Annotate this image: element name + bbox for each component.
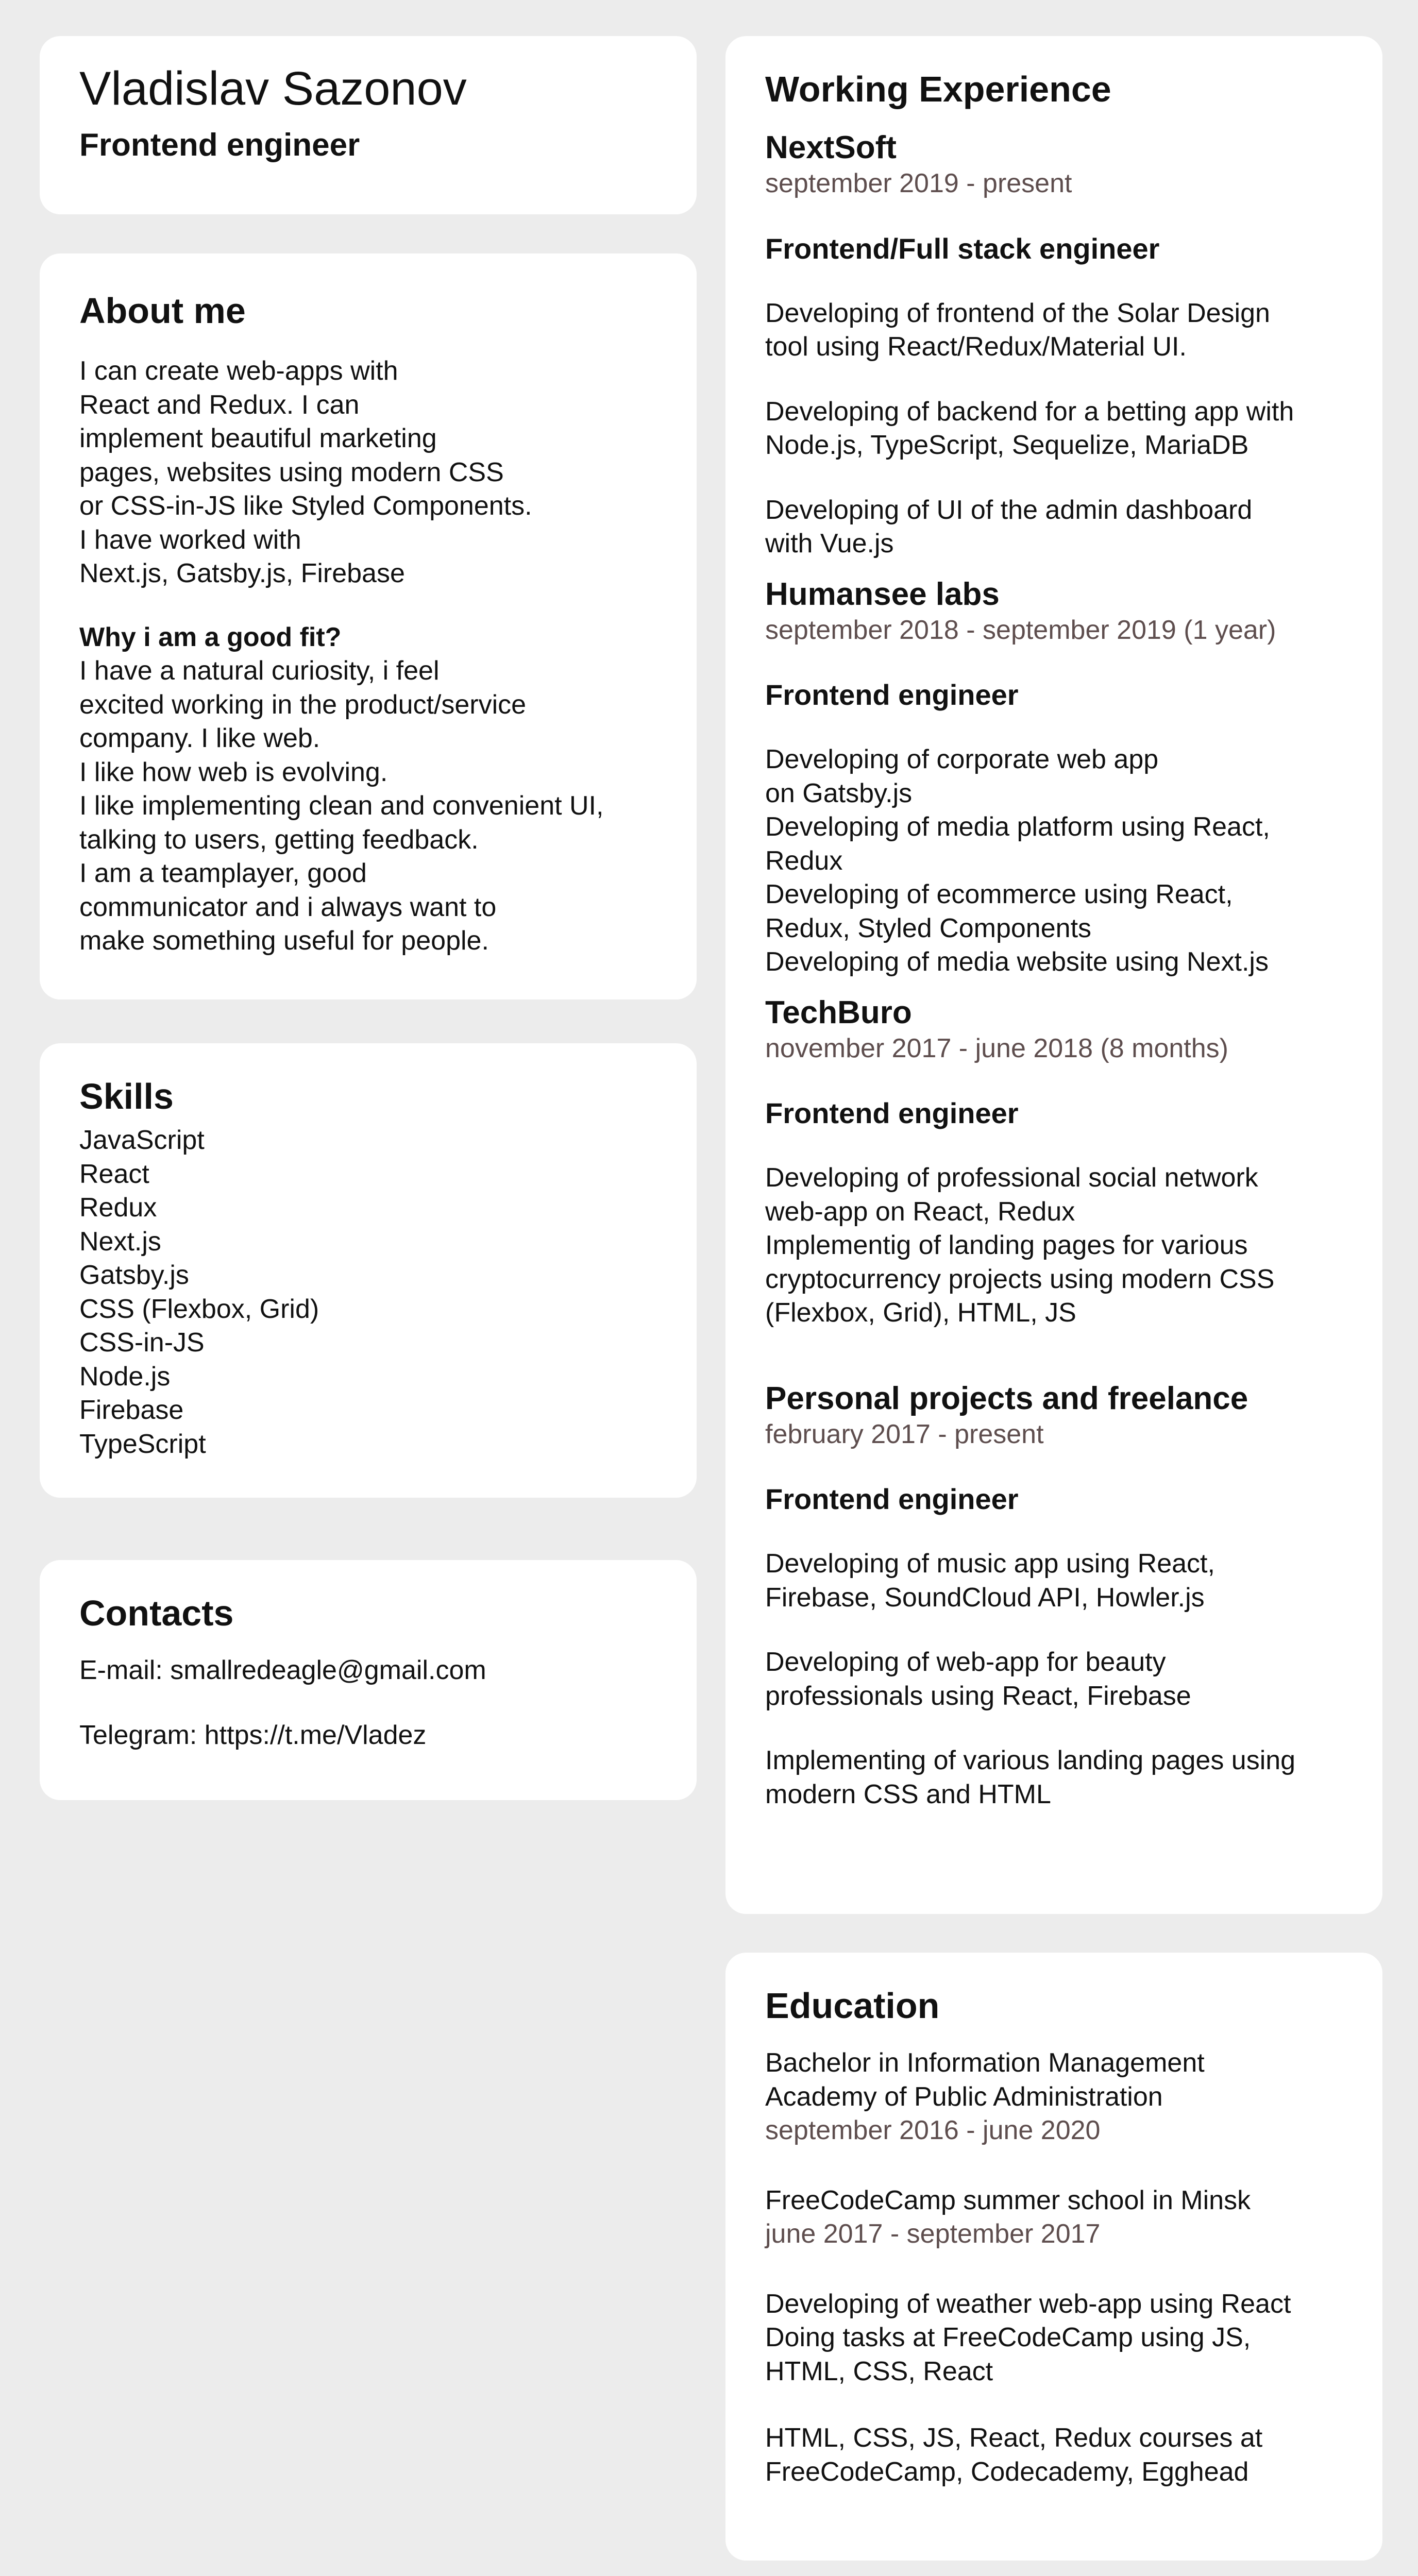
school-work-line: Doing tasks at FreeCodeCamp using JS,: [765, 2323, 1251, 2352]
fit-heading: Why i am a good fit?: [79, 622, 342, 652]
about-intro: [79, 354, 657, 591]
skill-item: Node.js: [79, 1361, 171, 1392]
school-work-line: HTML, CSS, React: [765, 2356, 993, 2386]
skill-item: Next.js: [79, 1226, 161, 1257]
skills-card: [40, 1043, 697, 1498]
job-desc-line: Redux: [765, 845, 843, 876]
fit-line: communicator and i always want to: [79, 892, 497, 922]
job-desc-line: Developing of frontend of the Solar Design: [765, 298, 1270, 328]
profile-name: Vladislav Sazonov: [79, 62, 467, 115]
job-period: november 2017 - june 2018 (8 months): [765, 1033, 1228, 1063]
contact-email[interactable]: E-mail: smallredeagle@gmail.com: [79, 1655, 486, 1685]
job-desc-line: (Flexbox, Grid), HTML, JS: [765, 1298, 1076, 1328]
contacts-card: [40, 1560, 697, 1800]
education-degree: [765, 2046, 1343, 2148]
about-intro-line: pages, websites using modern CSS: [79, 457, 504, 487]
job-desc-line: with Vue.js: [765, 529, 894, 558]
courses-line: FreeCodeCamp, Codecademy, Egghead: [765, 2456, 1249, 2487]
about-intro-line: I can create web-apps with: [79, 356, 398, 386]
school-work-line: Developing of weather web-app using React: [765, 2289, 1291, 2319]
fit-line: excited working in the product/service: [79, 689, 527, 720]
education-school: [765, 2184, 1343, 2251]
institution-line: Academy of Public Administration: [765, 2081, 1163, 2112]
job-company: Humansee labs: [765, 576, 1000, 612]
job-title: Frontend/Full stack engineer: [765, 232, 1160, 265]
fit-line: company. I like web.: [79, 723, 320, 753]
fit-line: I like how web is evolving.: [79, 757, 388, 787]
experience-card: [725, 36, 1382, 1914]
skill-item: JavaScript: [79, 1125, 205, 1155]
profile-role: Frontend engineer: [79, 127, 360, 163]
contact-telegram[interactable]: Telegram: https://t.me/Vladez: [79, 1720, 427, 1750]
job-desc-line: Node.js, TypeScript, Sequelize, MariaDB: [765, 430, 1249, 460]
profile-card: [40, 36, 697, 214]
job-company: Personal projects and freelance: [765, 1380, 1248, 1416]
job-desc-line: cryptocurrency projects using modern CSS: [765, 1264, 1275, 1294]
job-entry: [765, 575, 1343, 979]
job-period: september 2018 - september 2019 (1 year): [765, 615, 1276, 645]
job-title: Frontend engineer: [765, 1483, 1019, 1515]
skill-item: React: [79, 1159, 149, 1189]
job-desc-line: Developing of professional social network: [765, 1163, 1258, 1193]
job-desc-line: Implementig of landing pages for various: [765, 1230, 1248, 1260]
job-desc-line: Firebase, SoundCloud API, Howler.js: [765, 1582, 1205, 1613]
skill-item: Gatsby.js: [79, 1260, 189, 1290]
education-heading: Education: [765, 1986, 940, 2026]
job-desc-line: tool using React/Redux/Material UI.: [765, 332, 1187, 362]
courses-line: HTML, CSS, JS, React, Redux courses at: [765, 2423, 1263, 2453]
job-desc-line: Developing of backend for a betting app with: [765, 396, 1294, 427]
job-title: Frontend engineer: [765, 679, 1019, 711]
job-desc-line: Developing of UI of the admin dashboard: [765, 495, 1253, 525]
job-period: february 2017 - present: [765, 1419, 1044, 1449]
job-entry: [765, 994, 1343, 1330]
fit-line: I am a teamplayer, good: [79, 858, 367, 888]
about-intro-line: React and Redux. I can: [79, 389, 360, 420]
skill-item: TypeScript: [79, 1429, 206, 1459]
job-desc-line: Developing of web-app for beauty: [765, 1647, 1166, 1677]
about-intro-line: or CSS-in-JS like Styled Components.: [79, 491, 532, 521]
fit-line: talking to users, getting feedback.: [79, 824, 479, 855]
about-card: [40, 253, 697, 999]
job-desc-line: modern CSS and HTML: [765, 1779, 1051, 1809]
about-intro-line: Next.js, Gatsby.js, Firebase: [79, 558, 405, 588]
job-entry: [765, 1380, 1343, 1812]
job-desc-line: Redux, Styled Components: [765, 913, 1092, 943]
job-entry: [765, 129, 1343, 561]
job-title: Frontend engineer: [765, 1097, 1019, 1129]
education-school-work: [765, 2287, 1343, 2389]
job-desc-line: Implementing of various landing pages using: [765, 1745, 1296, 1775]
job-desc-line: professionals using React, Firebase: [765, 1681, 1191, 1711]
job-desc-line: Developing of corporate web app: [765, 744, 1159, 774]
degree-period: september 2016 - june 2020: [765, 2115, 1101, 2145]
skill-item: CSS (Flexbox, Grid): [79, 1294, 319, 1324]
job-company: NextSoft: [765, 130, 897, 165]
job-desc-line: Developing of ecommerce using React,: [765, 879, 1233, 909]
degree-line: Bachelor in Information Management: [765, 2048, 1205, 2078]
school-line: FreeCodeCamp summer school in Minsk: [765, 2185, 1251, 2215]
skill-item: Redux: [79, 1193, 157, 1223]
job-desc-line: Developing of music app using React,: [765, 1549, 1215, 1579]
skill-item: CSS-in-JS: [79, 1328, 205, 1358]
education-courses: [765, 2421, 1343, 2489]
fit-line: make something useful for people.: [79, 926, 489, 956]
job-period: september 2019 - present: [765, 168, 1072, 198]
school-period: june 2017 - september 2017: [765, 2219, 1101, 2249]
job-desc-line: Developing of media platform using React,: [765, 812, 1270, 842]
about-intro-line: implement beautiful marketing: [79, 423, 437, 453]
job-desc-line: Developing of media website using Next.js: [765, 947, 1269, 977]
experience-heading: Working Experience: [765, 69, 1111, 109]
contacts-heading: Contacts: [79, 1593, 234, 1633]
fit-text: [79, 654, 657, 958]
education-card: [725, 1953, 1382, 2561]
job-desc-line: web-app on React, Redux: [765, 1196, 1075, 1227]
fit-line: I have a natural curiosity, i feel: [79, 656, 440, 686]
job-company: TechBuro: [765, 994, 912, 1030]
skills-heading: Skills: [79, 1076, 174, 1116]
fit-line: I like implementing clean and convenient UI,: [79, 791, 604, 821]
job-desc-line: on Gatsby.js: [765, 778, 913, 808]
skills-list: [79, 1124, 657, 1461]
about-intro-line: I have worked with: [79, 524, 301, 555]
about-heading: About me: [79, 291, 246, 331]
skill-item: Firebase: [79, 1395, 184, 1425]
